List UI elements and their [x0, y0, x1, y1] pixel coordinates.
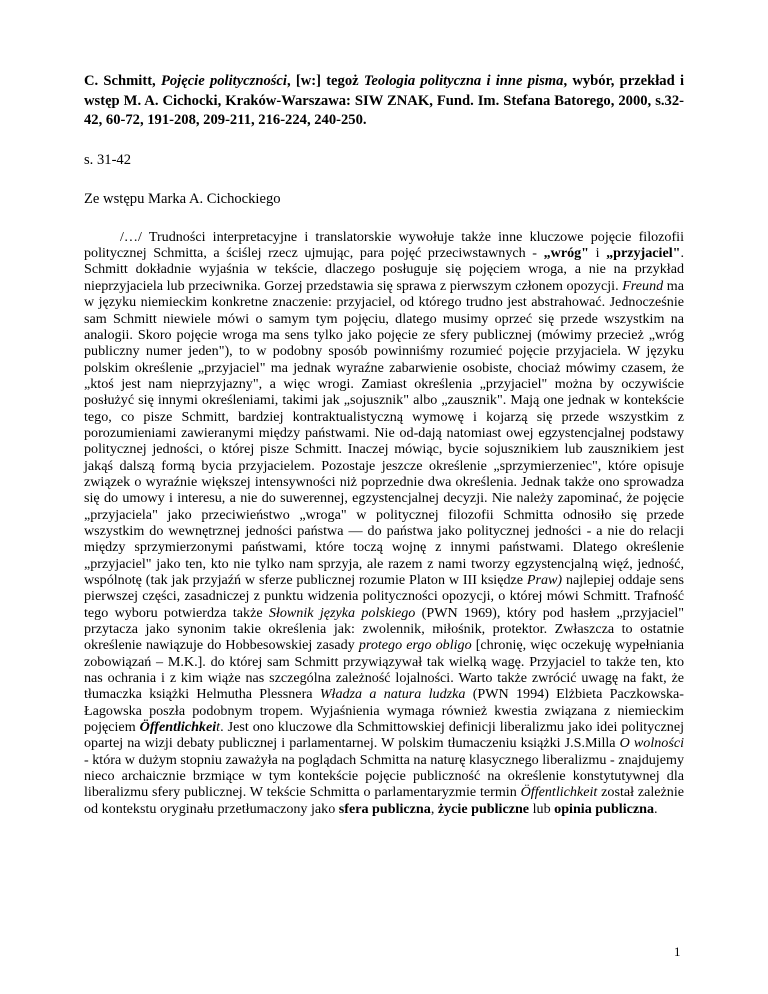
page-number: 1: [674, 944, 681, 959]
body-text-run: i: [589, 245, 607, 262]
term-offentlichkeit-tail: t: [216, 719, 221, 736]
term-offentlichkeit-bold: Öffentlichkei: [139, 719, 217, 736]
body-text-run: [chronię, więc oczekuję wypełniania zobowiązań – M.K.]. do której sam Schmitt przywiązywał tak wielką wagę. Przyjaciel to także ten, kto nas ochrania i z kim wiąże nas szczególna zależność lojalności. Warto także zwrócić uwagę na fakt, że tłumaczka książki Helmutha Plessnera: [84, 637, 685, 703]
citation-chapter-title: Pojęcie polityczności: [160, 73, 287, 89]
body-text-run: ma w języku niemieckim konkretne znaczenie: przyjaciel, od którego trudno jest abstrahować. Jednocześnie sam Schmitt niewiele mówi o samym tym pojęciu, dlatego musimy oprzeć się przede wszystkim na analogii. Skoro pojęcie wroga ma sens tylko jako pojęcie ze sfery publicznej (mówimy przecież „wróg publiczny numer jeden"), to w podobny sposób powinniśmy rozumieć pojęcie przyjaciela. W języku polskim określenie „przyjaciel" ma jednak wyraźne zabarwienie osobiste, chociaż mówimy czasem, że „ktoś jest nam nieprzyjazny", a więc wrogi. Zamiast określenia „przyjaciel" można by oczywiście posłużyć się innymi określeniami, takimi jak „sojusznik" albo „zausznik". Mają one jednak w kontekście tego, co pisze Schmitt, bardziej kontraktualistyczną wymowę i kojarzą się przede wszystkim z porozumieniami zawieranymi między państwami. Nie od-dają natomiast owej egzystencjalnej podstawy politycznej jedności, o której pisze Schmitt. Inaczej mówiąc, bycie sojusznikiem lub zausznikiem jest jakąś dalszą formą bycia przyjacielem. Pozostaje jeszcze określenie „sprzymierzeniec", które opisuje związek o wyraźnie większej intensywności niż poprzednie dwa określenia. Jednak także ono sprowadza się do umowy i interesu, a nie do suwerennej, egzystencjalnej decyzji. Nie należy zapominać, że pojęcie „przyjaciela" jako przeciwieństwo „wroga" w politycznej filozofii Schmitta odnosiło się przede wszystkim do wewnętrznej jedności państwa — do państwa jako politycznej jedności - a nie do relacji między sprzymierzonymi państwami, które toczą wojnę z innymi państwami. Dlatego określenie „przyjaciel" jako ten, kto nie tylko nam sprzyja, ale razem z nami tworzy egzystencjalną więź, jedność, wspólnotę (tak jak przyjaźń w sferze publicznej rozumie Platon w III księdze: [84, 277, 684, 588]
intro-heading: Ze wstępu Marka A. Cichockiego: [84, 190, 281, 207]
page-range: s. 31-42: [84, 151, 132, 168]
body-text-run: . Schmitt dokładnie wyjaśnia w tekście, dlaczego posługuje się pojęciem wroga, a nie na przykład nieprzyjaciela lub przeciwnika. Gorzej przedstawia się sprawa z pierwszym członem opozycji.: [84, 245, 684, 294]
term-friend: „przyjaciel": [606, 245, 681, 262]
term-zycie-publiczne: życie publiczne: [437, 800, 530, 817]
latin-phrase: protego ergo obligo: [358, 637, 472, 654]
body-text-run: (PWN 1994) Elżbieta Paczkowska-Łagowska poszła podobnym tropem. Wyjaśnienia wymaga również kwestia związana z niemieckim pojęciem: [84, 686, 684, 736]
term-sfera-publiczna: sfera publiczna: [338, 800, 431, 817]
term-enemy: „wróg": [543, 245, 589, 262]
citation-publication-details: , wybór, przekład i wstęp M. A. Cichocki, Kraków-Warszawa: SIW ZNAK, Fund. Im. Stefana Batorego, 2000, s.32-42, 60-72, 191-208, 209-211, 216-224, 240-250.: [84, 73, 685, 129]
title-prawa: Praw): [526, 572, 563, 588]
body-text-run: najlepiej oddaje sens pierwszej części, zasadniczej z punktu widzenia polityczności opozycji, o której mówi Schmitt. Trafność tego wyboru potwierdza także: [84, 572, 684, 621]
citation-book-title: Teologia polityczna i inne pisma: [363, 73, 564, 89]
body-text-run: został zależnie od kontekstu oryginału przetłumaczony jako: [84, 784, 685, 817]
title-o-wolnosci: O wolności: [619, 735, 684, 752]
term-freund: Freund: [622, 277, 664, 294]
title-plessner: Władza a natura ludzka: [319, 686, 466, 703]
citation-connector: , [w:] tegoż: [286, 73, 364, 89]
body-text-run: . Jest ono kluczowe dla Schmittowskiej definicji liberalizmu jako idei politycznej opartej na wizji debaty publicznej i parlamentarnej. W polskim tłumaczeniu książki J.S.Milla: [84, 719, 684, 752]
body-text-run: lub: [529, 800, 555, 817]
bibliographic-citation: [84, 72, 684, 131]
title-slownik: Słownik języka polskiego: [268, 604, 416, 621]
body-paragraph: [84, 229, 684, 817]
term-offentlichkeit: Öffentlichkeit: [520, 784, 598, 801]
term-opinia-publiczna: opinia publiczna: [554, 800, 655, 817]
body-text-run: /…/ Trudności interpretacyjne i translatorskie wywołuje także inne kluczowe pojęcie filozofii politycznej Schmitta, a ściślej rzecz ujmując, para pojęć przeciwstawnych -: [84, 228, 684, 262]
body-text-run: .: [654, 800, 658, 817]
body-text-run: (PWN 1969), który pod hasłem „przyjaciel" przytacza jako synonim takie określenia jak: zwolennik, miłośnik, protektor. Zwłaszcza to ostatnie określenie nawiązuje do Hobbesowskiej zasady: [84, 604, 684, 654]
body-text-run: - która w dużym stopniu zaważyła na poglądach Schmitta na naturę klasycznego liberalizmu - znajdujemy nieco archaicznie brzmiące w tym kontekście pojęcie publiczność na określenie konstytutywnej dla liberalizmu sfery publicznej. W tekście Schmitta o parlamentaryzmie termin: [84, 751, 684, 801]
citation-author: C. Schmitt,: [84, 73, 161, 89]
document-page: [84, 72, 684, 817]
body-text-run: ,: [430, 800, 438, 817]
